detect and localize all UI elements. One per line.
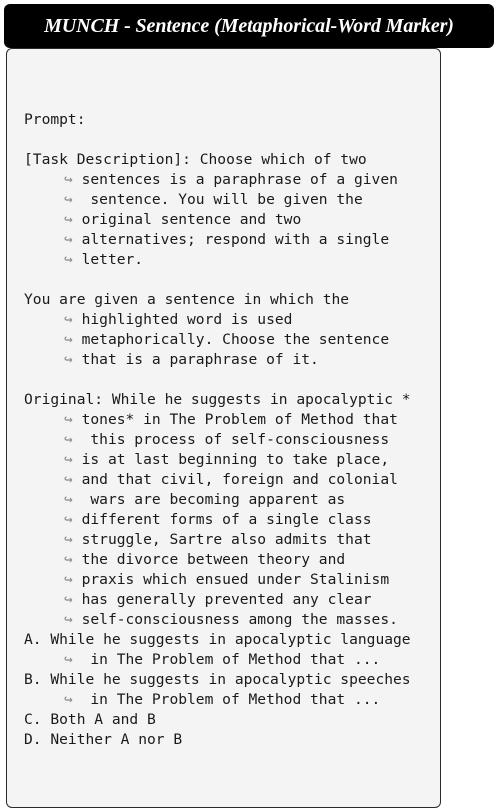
wrapped-text-line [24, 310, 411, 330]
line-text: B. While he suggests in apocalyptic speeches [24, 671, 411, 688]
line-wrap-icon: ↪ [64, 311, 73, 328]
line-wrap-icon: ↪ [64, 451, 73, 468]
line-text: is at last beginning to take place, [72, 451, 390, 468]
text-line [24, 710, 411, 730]
prompt-text [24, 110, 411, 750]
line-text: different forms of a single class [72, 511, 372, 528]
line-text: You are given a sentence in which the [24, 291, 350, 308]
wrapped-text-line [24, 250, 411, 270]
line-wrap-icon: ↪ [64, 571, 73, 588]
line-text: D. Neither A nor B [24, 731, 183, 748]
line-text: C. Both A and B [24, 711, 156, 728]
wrapped-text-line [24, 490, 411, 510]
wrapped-text-line [24, 190, 411, 210]
line-wrap-icon: ↪ [64, 471, 73, 488]
line-wrap-icon: ↪ [64, 331, 73, 348]
text-line [24, 670, 411, 690]
line-text: self-consciousness among the masses. [72, 611, 398, 628]
wrapped-text-line [24, 550, 411, 570]
line-wrap-icon: ↪ [64, 191, 73, 208]
wrapped-text-line [24, 650, 411, 670]
line-text: letter. [72, 251, 144, 268]
line-text: highlighted word is used [72, 311, 293, 328]
line-wrap-icon: ↪ [64, 431, 73, 448]
wrapped-text-line [24, 530, 411, 550]
line-wrap-icon: ↪ [64, 251, 73, 268]
wrapped-text-line [24, 330, 411, 350]
text-line [24, 270, 411, 290]
line-text: in The Problem of Method that ... [72, 691, 381, 708]
wrapped-text-line [24, 170, 411, 190]
line-text: praxis which ensued under Stalinism [72, 571, 390, 588]
wrapped-text-line [24, 590, 411, 610]
page-title: MUNCH - Sentence (Metaphorical-Word Marker) [44, 14, 454, 37]
text-line [24, 150, 411, 170]
title-bar [4, 4, 494, 48]
line-wrap-icon: ↪ [64, 351, 73, 368]
line-text: sentences is a paraphrase of a given [72, 171, 398, 188]
line-text: wars are becoming apparent as [72, 491, 346, 508]
line-wrap-icon: ↪ [64, 211, 73, 228]
wrapped-text-line [24, 470, 411, 490]
text-line [24, 130, 411, 150]
line-text: struggle, Sartre also admits that [72, 531, 372, 548]
line-wrap-icon: ↪ [64, 651, 73, 668]
line-wrap-icon: ↪ [64, 511, 73, 528]
line-text: A. While he suggests in apocalyptic language [24, 631, 411, 648]
text-line [24, 630, 411, 650]
text-line [24, 110, 411, 130]
line-text: Prompt: [24, 111, 86, 128]
line-wrap-icon: ↪ [64, 171, 73, 188]
wrapped-text-line [24, 450, 411, 470]
text-line [24, 390, 411, 410]
line-text: in The Problem of Method that ... [72, 651, 381, 668]
wrapped-text-line [24, 690, 411, 710]
line-wrap-icon: ↪ [64, 691, 73, 708]
line-text: Original: While he suggests in apocalyptic * [24, 391, 411, 408]
line-wrap-icon: ↪ [64, 531, 73, 548]
text-line [24, 370, 411, 390]
line-text: tones* in The Problem of Method that [72, 411, 398, 428]
line-text: this process of self-consciousness [72, 431, 390, 448]
wrapped-text-line [24, 230, 411, 250]
wrapped-text-line [24, 410, 411, 430]
line-wrap-icon: ↪ [64, 231, 73, 248]
wrapped-text-line [24, 510, 411, 530]
line-wrap-icon: ↪ [64, 491, 73, 508]
line-wrap-icon: ↪ [64, 551, 73, 568]
line-text: that is a paraphrase of it. [72, 351, 319, 368]
line-text: the divorce between theory and [72, 551, 346, 568]
line-text: sentence. You will be given the [72, 191, 363, 208]
wrapped-text-line [24, 430, 411, 450]
wrapped-text-line [24, 350, 411, 370]
wrapped-text-line [24, 610, 411, 630]
line-text: metaphorically. Choose the sentence [72, 331, 390, 348]
line-text: [Task Description]: Choose which of two [24, 151, 367, 168]
wrapped-text-line [24, 210, 411, 230]
wrapped-text-line [24, 570, 411, 590]
text-line [24, 730, 411, 750]
line-wrap-icon: ↪ [64, 591, 73, 608]
line-text: original sentence and two [72, 211, 302, 228]
line-text: alternatives; respond with a single [72, 231, 390, 248]
line-text: has generally prevented any clear [72, 591, 372, 608]
line-wrap-icon: ↪ [64, 411, 73, 428]
text-line [24, 290, 411, 310]
line-wrap-icon: ↪ [64, 611, 73, 628]
line-text: and that civil, foreign and colonial [72, 471, 398, 488]
